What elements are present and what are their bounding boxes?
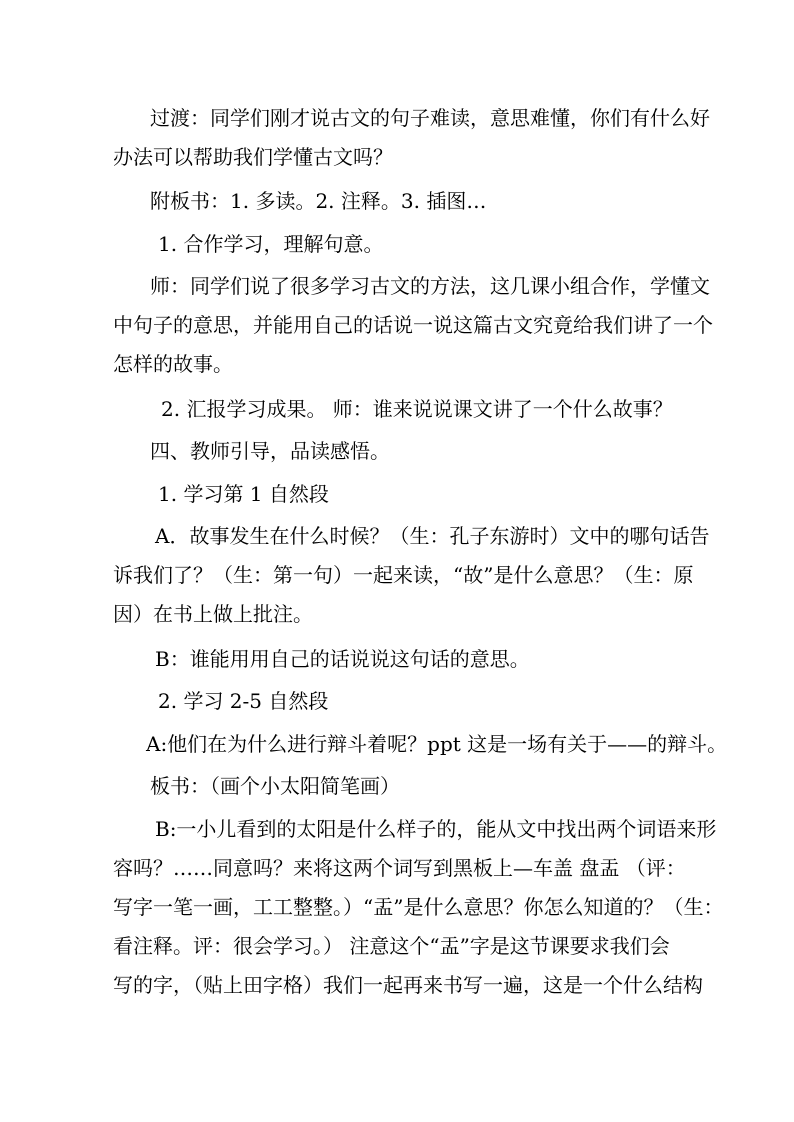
text-line: 1. 学习第 1 自然段 <box>158 482 329 506</box>
text-line: 板书：（画个小太阳简笔画） <box>150 774 400 798</box>
text-line: 写的字，（贴上田字格）我们一起再来书写一遍，这是一个什么结构 <box>113 973 703 997</box>
text-line: 四、教师引导，品读感悟。 <box>150 439 390 463</box>
text-line: 师：同学们说了很多学习古文的方法，这几课小组合作，学懂文 <box>150 274 710 298</box>
text-line: 过渡：同学们刚才说古文的句子难读，意思难懂，你们有什么好 <box>150 106 710 130</box>
text-line: B:一小儿看到的太阳是什么样子的，能从文中找出两个词语来形 <box>155 817 717 841</box>
text-line: 1. 合作学习，理解句意。 <box>158 232 384 256</box>
text-line: 中句子的意思，并能用自己的话说一说这篇古文究竟给我们讲了一个 <box>113 313 713 337</box>
text-line: 写字一笔一画，工工整整。）“盂”是什么意思？你怎么知道的？（生： <box>113 895 724 919</box>
text-line: A:他们在为什么进行辩斗着呢？ppt 这是一场有关于——的辩斗。 <box>146 732 728 756</box>
text-line: A．故事发生在什么时候？（生：孔子东游时）文中的哪句话告 <box>155 524 710 548</box>
text-line: 附板书：1. 多读。2. 注释。3. 插图… <box>150 189 487 213</box>
text-line: 诉我们了？（生：第一句）一起来读，“故”是什么意思？（生：原 <box>113 563 694 587</box>
text-line: 怎样的故事。 <box>113 352 233 376</box>
text-line: 因）在书上做上批注。 <box>113 602 313 626</box>
text-line: 容吗？……同意吗？来将这两个词写到黑板上—车盖 盘盂 （评： <box>113 856 686 880</box>
text-line: 办法可以帮助我们学懂古文吗？ <box>113 145 393 169</box>
text-line: 2. 汇报学习成果。 师：谁来说说课文讲了一个什么故事？ <box>161 397 673 421</box>
text-line: 看注释。评：很会学习。） 注意这个“盂”字是这节课要求我们会 <box>113 934 670 958</box>
text-line: 2. 学习 2-5 自然段 <box>158 689 329 713</box>
text-line: B：谁能用用自己的话说说这句话的意思。 <box>155 647 530 671</box>
